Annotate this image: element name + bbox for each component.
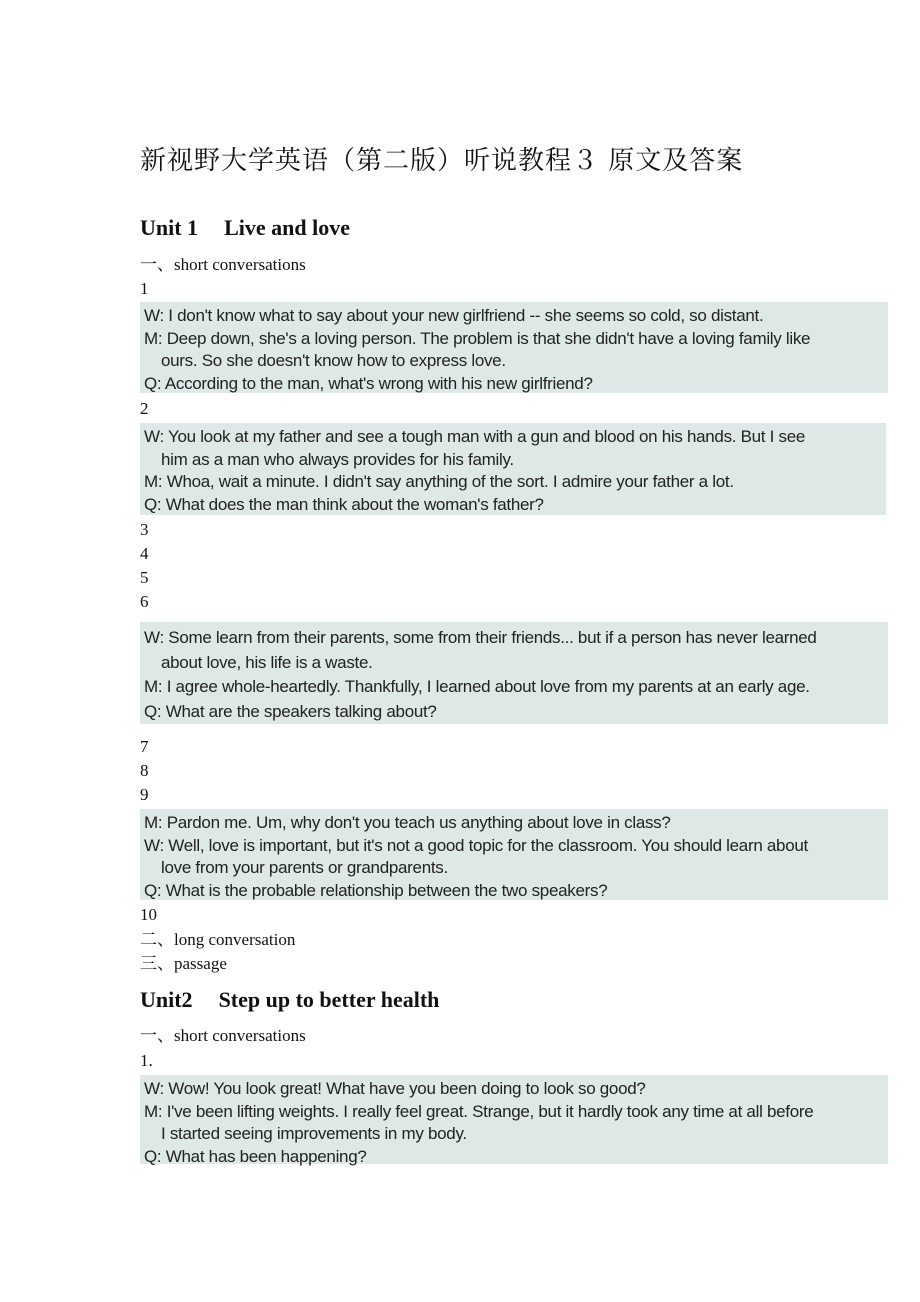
transcript-line: love from your parents or grandparents. xyxy=(161,858,448,877)
transcript-line: M: I agree whole-heartedly. Thankfully, I learned about love from my parents at an early age. xyxy=(144,677,810,696)
transcript-line: about love, his life is a waste. xyxy=(161,652,373,672)
item-number: 6 xyxy=(140,592,149,611)
unit-2-heading xyxy=(140,987,439,1013)
item-number: 9 xyxy=(140,785,149,804)
unit-name: Live and love xyxy=(224,215,350,240)
transcript-line: W: Well, love is important, but it's not a good topic for the classroom. You should learn about xyxy=(144,835,808,855)
transcript-line: M: Pardon me. Um, why don't you teach us anything about love in class? xyxy=(144,813,671,832)
transcript-line: Q: According to the man, what's wrong with his new girlfriend? xyxy=(144,373,593,393)
item-number: 3 xyxy=(140,520,149,539)
item-number: 1. xyxy=(140,1051,153,1070)
transcript-line: I started seeing improvements in my body. xyxy=(161,1124,467,1143)
item-number: 8 xyxy=(140,761,149,780)
section-heading: 一、short conversations xyxy=(140,255,306,274)
item-number: 10 xyxy=(140,905,157,924)
section-heading: 三、passage xyxy=(140,954,227,973)
conversation-transcript xyxy=(140,302,888,393)
section-heading: 一、short conversations xyxy=(140,1026,306,1045)
conversation-transcript xyxy=(140,1075,888,1164)
section-heading: 二、long conversation xyxy=(140,930,296,949)
transcript-line: W: You look at my father and see a tough man with a gun and blood on his hands. But I see xyxy=(144,427,806,446)
item-number: 2 xyxy=(140,399,149,418)
transcript-line: him as a man who always provides for his family. xyxy=(161,449,514,469)
item-number: 4 xyxy=(140,544,149,563)
transcript-line: M: Deep down, she's a loving person. The problem is that she didn't have a loving family like xyxy=(144,328,811,348)
item-number: 5 xyxy=(140,568,149,587)
transcript-line: M: I've been lifting weights. I really feel great. Strange, but it hardly took any time at all before xyxy=(144,1101,814,1121)
document-title: 新视野大学英语（第二版）听说教程３ 原文及答案 xyxy=(140,146,744,176)
transcript-line: Q: What are the speakers talking about? xyxy=(144,701,437,721)
transcript-line: W: Wow! You look great! What have you been doing to look so good? xyxy=(144,1079,646,1098)
conversation-transcript xyxy=(140,423,886,515)
item-number: 7 xyxy=(140,737,149,756)
unit-number: Unit 1 xyxy=(140,215,199,240)
transcript-line: W: Some learn from their parents, some from their friends... but if a person has never learned xyxy=(144,628,817,647)
transcript-line: W: I don't know what to say about your new girlfriend -- she seems so cold, so distant. xyxy=(144,306,764,325)
conversation-transcript xyxy=(140,809,888,900)
transcript-line: ours. So she doesn't know how to express love. xyxy=(161,351,506,370)
transcript-line: M: Whoa, wait a minute. I didn't say anything of the sort. I admire your father a lot. xyxy=(144,472,734,491)
transcript-line: Q: What is the probable relationship between the two speakers? xyxy=(144,880,608,900)
unit-number: Unit2 xyxy=(140,987,193,1012)
item-number: 1 xyxy=(140,279,149,298)
conversation-transcript xyxy=(140,622,888,724)
transcript-line: Q: What does the man think about the woman's father? xyxy=(144,494,544,514)
transcript-line: Q: What has been happening? xyxy=(144,1146,367,1166)
unit-1-heading xyxy=(140,215,350,241)
unit-name: Step up to better health xyxy=(218,987,440,1012)
